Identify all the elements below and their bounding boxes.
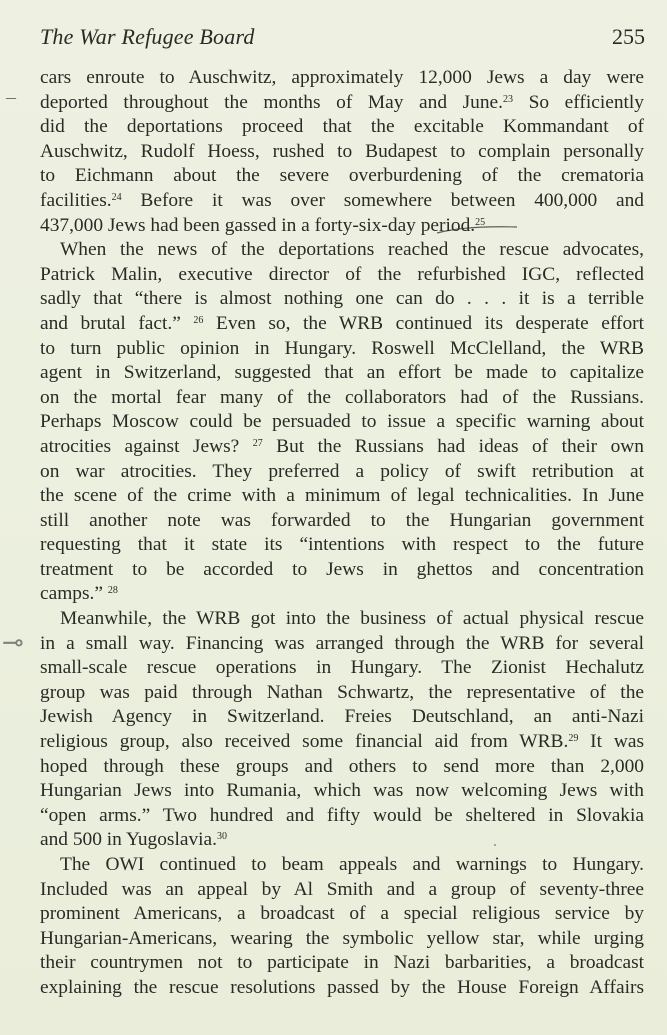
footnote-ref: 24 (111, 191, 122, 203)
text-line: Auschwitz, Rudolf Hoess, rushed to Budapest to complain personally (40, 140, 644, 162)
text-line: requesting that it state its “intentions with respect to the future (40, 534, 644, 556)
text-line: hoped through these groups and others to send more than 2,000 (40, 755, 644, 777)
footnote-ref: 28 (107, 585, 118, 597)
text-line: atrocities against Jews? $^{27}$ But the Russians had ideas of their own (40, 435, 644, 457)
text-line: in a small way. Financing was arranged through the WRB for several (40, 632, 644, 654)
paragraph-first-line: Meanwhile, the WRB got into the business of actual physical rescue (60, 608, 644, 630)
text-line: cars enroute to Auschwitz, approximately 12,000 Jews a day were (40, 67, 644, 88)
text-line: small-scale rescue operations in Hungary. The Zionist Hechalutz (40, 657, 644, 679)
text-line: to turn public opinion in Hungary. Roswell McClelland, the WRB (40, 337, 644, 359)
text-line: the scene of the crime with a minimum of legal technicalities. In June (40, 485, 644, 507)
text-line: on war atrocities. They preferred a policy of swift retribution at (40, 460, 644, 482)
text-line: sadly that “there is almost nothing one can do . . . it is a terrible (40, 288, 644, 310)
text-line: and 500 in Yugoslavia.$^{30}$ (40, 829, 228, 851)
margin-dash-mark: – (6, 86, 16, 108)
text-line: “open arms.” Two hundred and fifty would be sheltered in Slovakia (40, 804, 644, 826)
footnote-ref: 25 (475, 216, 486, 228)
running-head-title: The War Refugee Board (40, 24, 255, 49)
footnote-ref: 23 (503, 93, 513, 105)
text-line: still another note was forwarded to the Hungarian government (40, 509, 644, 531)
paragraph-first-line: The OWI continued to beam appeals and warnings to Hungary. (60, 854, 644, 875)
text-line: and brutal fact.” $^{26}$ Even so, the WRB continued its desperate effort (40, 312, 645, 334)
text-line: group was paid through Nathan Schwartz, the representative of the (40, 681, 644, 703)
text-line: Hungarian Jews into Rumania, which was now welcoming Jews with (40, 780, 644, 802)
running-head (40, 24, 645, 54)
text-line: Jewish Agency in Switzerland. Freies Deutschland, an anti-Nazi (40, 706, 644, 728)
text-line: 437,000 Jews had been gassed in a forty-six-day period.$^{25}$ (40, 214, 486, 236)
text-line: on the mortal fear many of the collaborators had of the Russians. (40, 386, 644, 408)
text-line: did the deportations proceed that the excitable Kommandant of (40, 116, 644, 138)
text-line: religious group, also received some financial aid from WRB.$^{29}$ It was (40, 731, 644, 753)
footnote-ref: 30 (217, 831, 228, 843)
body-text (40, 66, 644, 1001)
footnote-ref: 26 (193, 314, 204, 326)
text-line: Patrick Malin, executive director of the refurbished IGC, reflected (40, 263, 644, 285)
text-line: their countrymen not to participate in Nazi barbarities, a broadcast (40, 952, 644, 974)
text-line: Included was an appeal by Al Smith and a group of seventy-three (40, 878, 644, 900)
paragraph-first-line: When the news of the deportations reached the rescue advocates, (60, 239, 644, 261)
text-line: agent in Switzerland, suggested that an effort be made to capitalize (40, 362, 644, 384)
text-line: Perhaps Moscow could be persuaded to issue a specific warning about (40, 411, 644, 433)
page-number: 255 (612, 24, 645, 49)
text-line: to Eichmann about the severe overburdening of the crematoria (40, 165, 644, 187)
text-line: Hungarian-Americans, wearing the symbolic yellow star, while urging (40, 927, 644, 949)
footnote-ref: 29 (568, 733, 579, 745)
text-line: treatment to be accorded to Jews in ghettos and concentration (40, 558, 644, 580)
text-line: explaining the rescue resolutions passed by the House Foreign Affairs (40, 976, 644, 998)
text-line: prominent Americans, a broadcast of a special religious service by (40, 903, 644, 925)
footnote-ref: 27 (252, 437, 263, 449)
text-line: facilities.$^{24}$ Before it was over somewhere between 400,000 and (40, 189, 644, 211)
text-line: camps.” $^{28}$ (40, 583, 118, 605)
margin-arrow-mark: ⊸ (2, 628, 24, 657)
text-line: deported throughout the months of May and June.$^{23}$ So efficiently (40, 91, 644, 113)
